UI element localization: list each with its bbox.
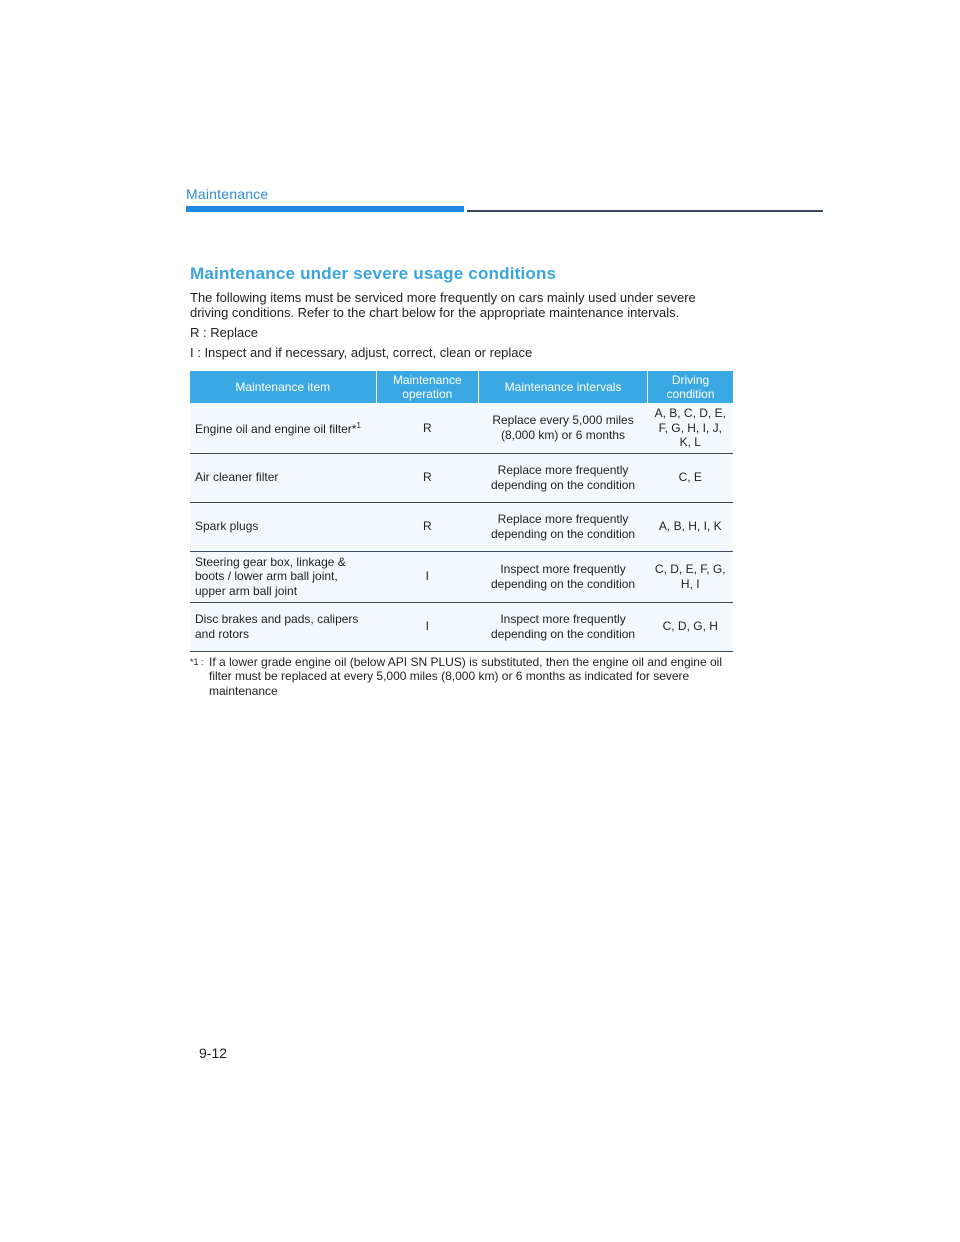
legend-replace: R : Replace [190,325,258,340]
cell-interval: Inspect more frequently depending on the condition [479,551,648,602]
footnote-ref: 1 [356,421,361,431]
cell-operation: I [376,551,479,602]
cell-item-text: Engine oil and engine oil filter* [195,422,357,437]
cell-condition: A, B, H, I, K [648,502,734,551]
legend-inspect: I : Inspect and if necessary, adjust, correct, clean or replace [190,345,533,360]
cell-condition: A, B, C, D, E, F, G, H, I, J, K, L [648,403,734,453]
cell-item: Steering gear box, linkage & boots / lower arm ball joint, upper arm ball joint [190,551,376,602]
header-maintenance-intervals: Maintenance intervals [479,371,648,403]
cell-item: Spark plugs [190,502,376,551]
cell-interval: Replace more frequently depending on the condition [479,502,648,551]
section-title: Maintenance [186,186,269,202]
footnote-mark: *1 : [190,656,204,667]
header-rule-accent [186,206,464,212]
table-row [190,602,733,651]
header-driving-condition: Driving condition [648,371,734,403]
cell-interval: Replace every 5,000 miles (8,000 km) or 6 months [479,403,648,453]
cell-operation: R [376,403,479,453]
cell-condition: C, D, G, H [648,602,734,651]
page-number: 9-12 [199,1045,228,1061]
table-row [190,551,733,602]
table-row [190,403,733,453]
header-maintenance-operation: Maintenance operation [376,371,479,403]
page-title: Maintenance under severe usage conditions [190,264,557,283]
cell-item: Disc brakes and pads, calipers and rotors [190,602,376,651]
cell-item: Air cleaner filter [190,453,376,502]
cell-interval: Replace more frequently depending on the condition [479,453,648,502]
table-row [190,453,733,502]
table-header-row [190,371,733,403]
footnote [190,655,735,699]
cell-operation: R [376,502,479,551]
header-rule [467,210,823,212]
header-maintenance-item: Maintenance item [190,371,376,403]
cell-item [190,403,376,453]
table-row [190,502,733,551]
intro-paragraph: The following items must be serviced more frequently on cars mainly used under severe driving conditions. Refer to the chart below for the appropriate maintenance intervals. [190,290,696,320]
maintenance-table [190,371,733,652]
cell-operation: I [376,602,479,651]
cell-interval: Inspect more frequently depending on the condition [479,602,648,651]
footnote-text: If a lower grade engine oil (below API SN PLUS) is substituted, then the engine oil and engine oil filter must be replaced at every 5,000 miles (8,000 km) or 6 months as indicated for severe maintenance [209,654,722,698]
content-area [190,264,735,698]
cell-operation: R [376,453,479,502]
cell-condition: C, D, E, F, G, H, I [648,551,734,602]
cell-condition: C, E [648,453,734,502]
